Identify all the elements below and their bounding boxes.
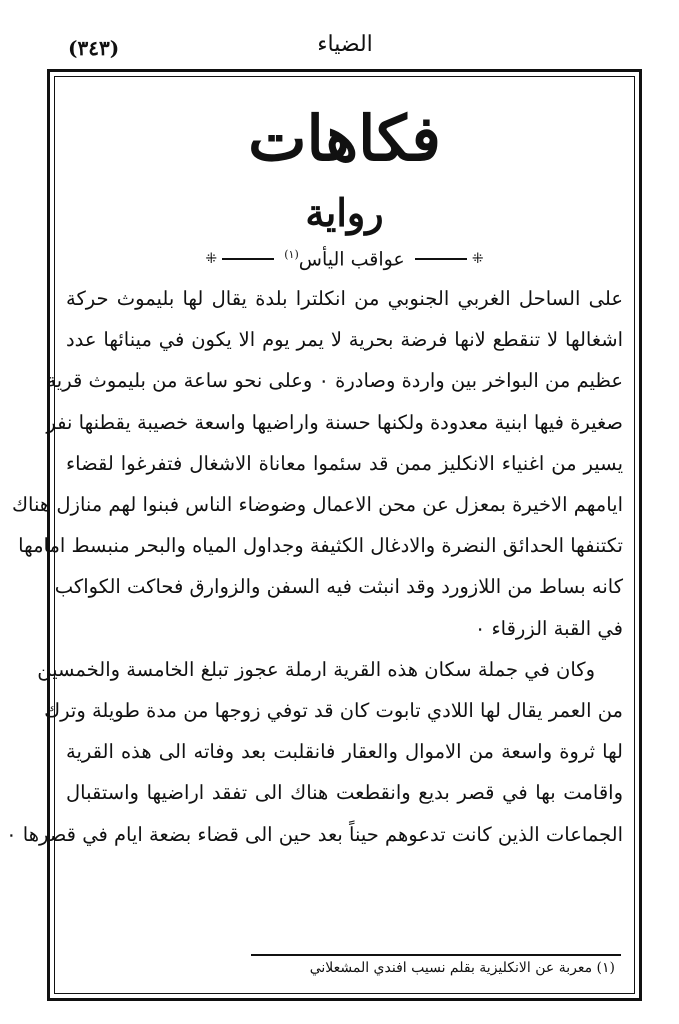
footnote-rule	[251, 954, 621, 956]
body-line: لها ثروة واسعة من الاموال والعقار فانقلبت بعد وفاته الى هذه القرية	[66, 740, 623, 764]
body-line: في القبة الزرقاء ٠	[474, 616, 623, 640]
body-line: اشغالها لا تنقطع لانها فرضة بحرية لا يمر يوم الا يكون في مينائها عدد	[66, 328, 623, 352]
body-line: تكتنفها الحدائق النضرة والادغال الكثيفة وجداول المياه والبحر منبسط امامها	[18, 534, 623, 558]
body-line: واقامت بها في قصر بديع وانقطعت هناك الى تفقد اراضيها واستقبال	[66, 781, 623, 805]
body-line: عظيم من البواخر بين واردة وصادرة ٠ وعلى نحو ساعة من بليموث قرية	[46, 369, 623, 393]
footnote: (١) معربة عن الانكليزية بقلم نسيب افندي المشعلاني	[309, 960, 615, 976]
ornament-right-icon: ⁜	[415, 252, 489, 266]
section-subtitle: رواية	[305, 190, 384, 235]
running-head: الضياء	[317, 32, 373, 57]
body-line: صغيرة فيها ابنية معدودة ولكنها حسنة واراضيها واسعة خصيبة يقطنها نفر	[46, 410, 623, 434]
body-line: كانه بساط من اللازورد وقد انبثت فيه السفن والزوارق فحاكت الكواكب	[54, 575, 623, 599]
page-number: (٣٤٣)	[68, 36, 120, 60]
section-title: فكاهات	[248, 102, 441, 175]
page-content	[6, 80, 627, 985]
story-title-row	[62, 246, 627, 272]
footnote-marker: (١)	[284, 247, 299, 261]
body-line: على الساحل الغربي الجنوبي من انكلترا بلدة يقال لها بليموث حركة	[66, 287, 623, 310]
body-text	[6, 278, 627, 855]
body-line: ايامهم الاخيرة بمعزل عن محن الاعمال وضوضاء الناس فبنوا لهم منازل هناك	[11, 493, 623, 517]
page-header	[40, 8, 650, 60]
story-title-text: عواقب اليأس	[298, 248, 405, 271]
body-line: من العمر يقال لها اللادي تابوت كان قد توفي زوجها من مدة طويلة وترك	[44, 699, 623, 723]
body-line: وكان في جملة سكان هذه القرية ارملة عجوز تبلغ الخامسة والخمسين	[37, 657, 595, 681]
body-line: يسير من اغنياء الانكليز ممن قد سئموا معاناة الاشغال فتفرغوا لقضاء	[66, 451, 623, 475]
ornament-left-icon: ⁜	[200, 252, 274, 266]
story-title	[284, 248, 405, 270]
body-line: الجماعات الذين كانت تدعوهم حيناً بعد حين الى قضاء بضعة ايام في قصرها ٠	[6, 822, 623, 846]
